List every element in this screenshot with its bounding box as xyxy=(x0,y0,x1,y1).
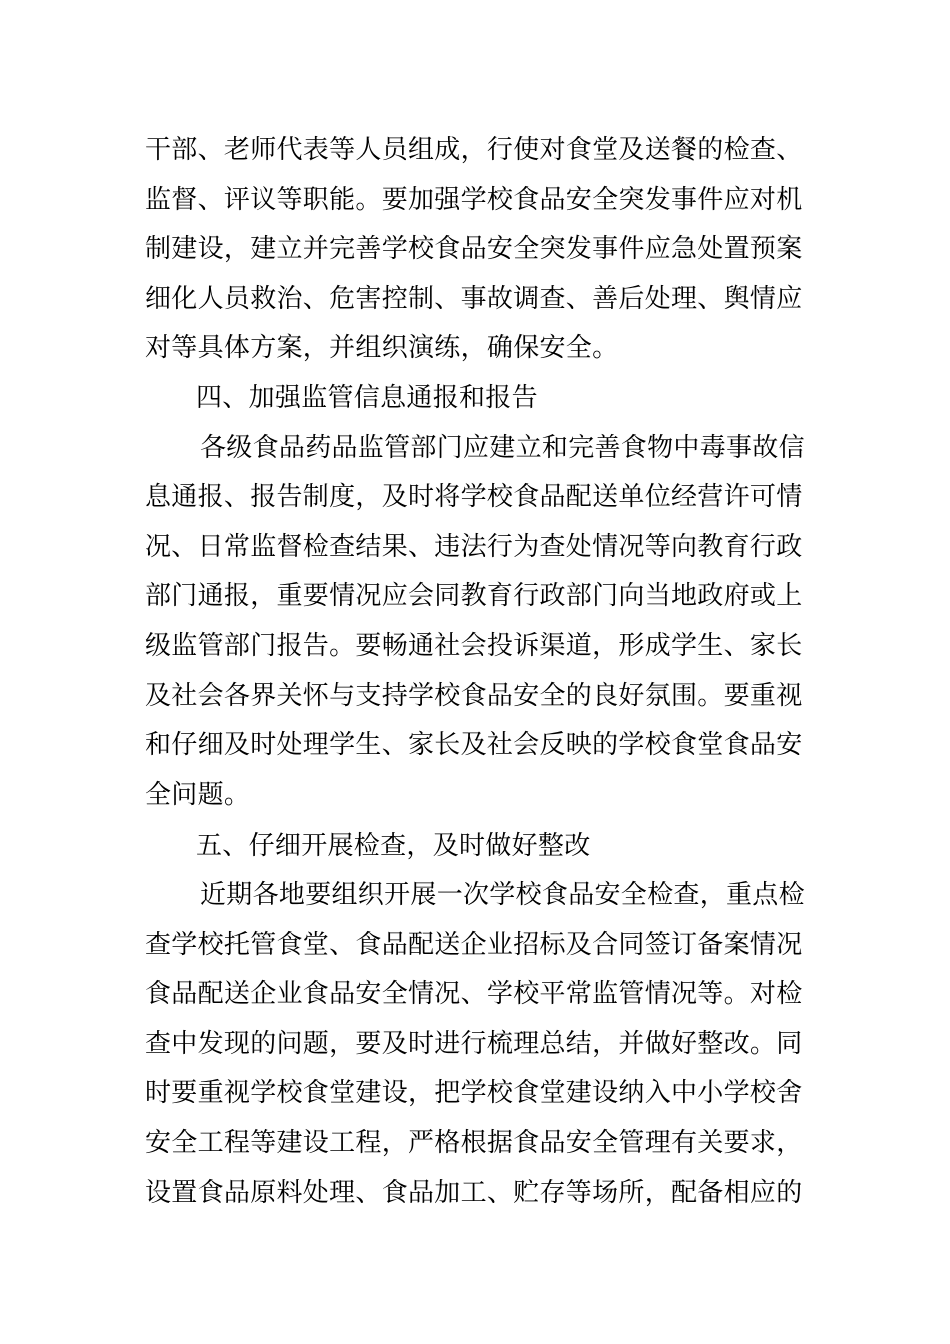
body-text-line: 部门通报，重要情况应会同教育行政部门向当地政府或上 xyxy=(145,581,803,611)
body-text-line: 息通报、报告制度，及时将学校食品配送单位经营许可情 xyxy=(145,482,803,512)
body-text-line: 制建设，建立并完善学校食品安全突发事件应急处置预案 xyxy=(145,234,803,264)
body-text-line: 全问题。 xyxy=(145,780,251,810)
body-text-line: 干部、老师代表等人员组成，行使对食堂及送餐的检查、 xyxy=(145,135,803,165)
body-text-line: 细化人员救治、危害控制、事故调查、善后处理、舆情应 xyxy=(145,284,803,314)
body-text-line: 查学校托管食堂、食品配送企业招标及合同签订备案情况 xyxy=(145,930,803,960)
body-text-line: 和仔细及时处理学生、家长及社会反映的学校食堂食品安 xyxy=(145,730,803,760)
body-text-line: 各级食品药品监管部门应建立和完善食物中毒事故信 xyxy=(200,433,805,463)
body-text-line: 食品配送企业食品安全情况、学校平常监管情况等。对检 xyxy=(145,979,803,1009)
body-text-line: 监督、评议等职能。要加强学校食品安全突发事件应对机 xyxy=(145,185,803,215)
body-text-line: 安全工程等建设工程，严格根据食品安全管理有关要求， xyxy=(145,1128,803,1158)
body-text-line: 近期各地要组织开展一次学校食品安全检查，重点检 xyxy=(200,880,805,910)
body-text-line: 及社会各界关怀与支持学校食品安全的良好氛围。要重视 xyxy=(145,681,803,711)
section-heading-5: 五、仔细开展检查，及时做好整改 xyxy=(196,831,591,861)
body-text-line: 级监管部门报告。要畅通社会投诉渠道，形成学生、家长 xyxy=(145,631,803,661)
body-text-line: 查中发现的问题，要及时进行梳理总结，并做好整改。同 xyxy=(145,1029,803,1059)
section-heading-4: 四、加强监管信息通报和报告 xyxy=(196,383,538,413)
body-text-line: 对等具体方案，并组织演练，确保安全。 xyxy=(145,333,619,363)
body-text-line: 时要重视学校食堂建设，把学校食堂建设纳入中小学校舍 xyxy=(145,1078,803,1108)
body-text-line: 设置食品原料处理、食品加工、贮存等场所，配备相应的 xyxy=(145,1178,803,1208)
body-text-line: 况、日常监督检查结果、违法行为查处情况等向教育行政 xyxy=(145,532,803,562)
